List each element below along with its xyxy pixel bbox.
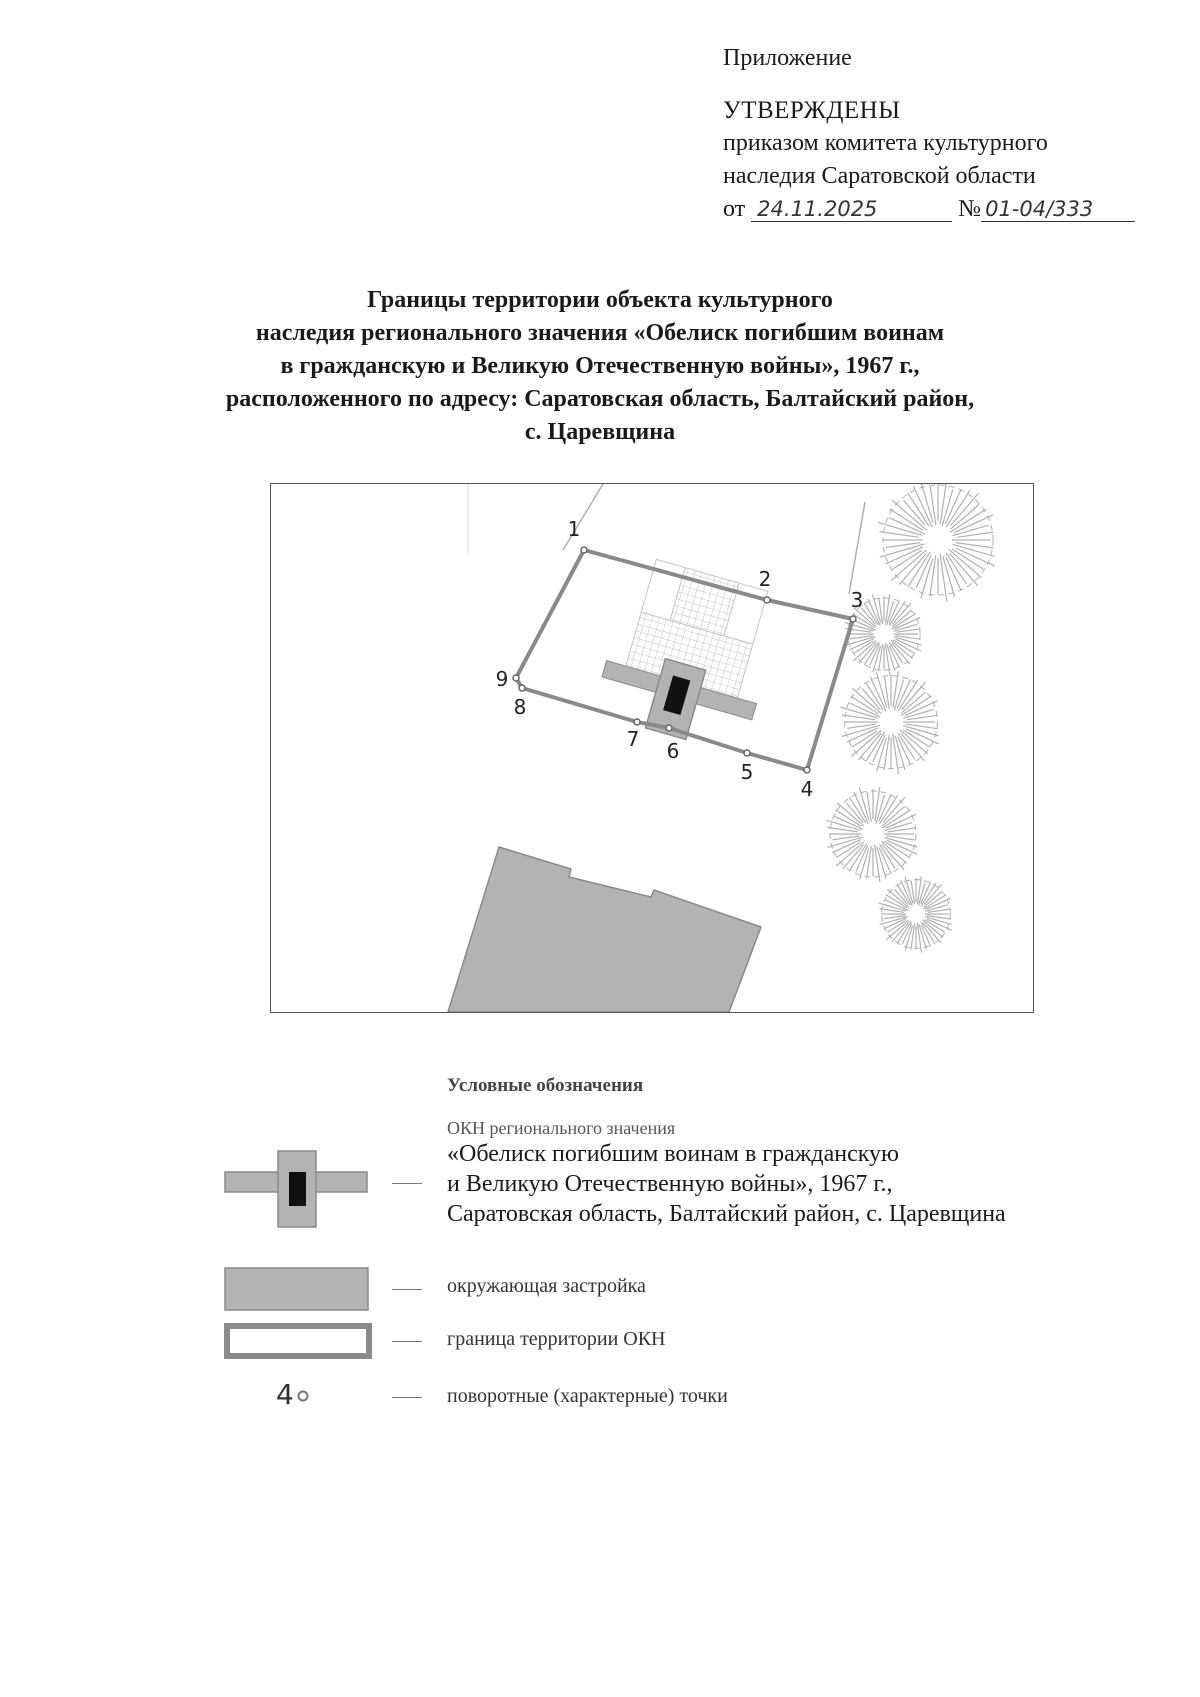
boundary-label: граница территории ОКН <box>447 1328 666 1350</box>
tree-crown-4 <box>826 787 917 882</box>
surrounding-swatch <box>224 1267 369 1311</box>
okn-line-1: «Обелиск погибшим воинам в гражданскую <box>447 1141 899 1167</box>
number-sign: № <box>958 196 982 222</box>
document-title <box>120 284 1080 449</box>
boundary-swatch <box>223 1322 373 1360</box>
turning-point-label-7: 7 <box>626 727 640 751</box>
okn-line-2: и Великую Отечественную войны», 1967 г., <box>447 1171 893 1197</box>
site-plan-map <box>270 483 1034 1013</box>
date-prefix: от <box>723 196 746 222</box>
approval-block <box>723 42 1163 226</box>
surrounding-label: окружающая застройка <box>447 1275 646 1297</box>
turning-point-9 <box>513 675 519 681</box>
turning-points-label: поворотные (характерные) точки <box>447 1385 728 1407</box>
approval-line-2: наследия Саратовской области <box>723 163 1036 189</box>
title-line-4: расположенного по адресу: Саратовская область, Балтайский район, <box>225 386 975 412</box>
title-line-1: Границы территории объекта культурного <box>367 287 833 313</box>
turning-point-2 <box>764 597 770 603</box>
turning-point-label-6: 6 <box>666 739 680 763</box>
turning-point-label-8: 8 <box>513 695 527 719</box>
turning-point-7 <box>634 719 640 725</box>
title-line-5: с. Царевщина <box>524 419 676 445</box>
approval-line-1: приказом комитета культурного <box>723 130 1048 156</box>
okn-small-label: ОКН регионального значения <box>447 1118 676 1138</box>
turning-point-label-1: 1 <box>567 517 581 541</box>
turning-point-5 <box>744 750 750 756</box>
turning-point-label-3: 3 <box>850 588 864 612</box>
tree-crown-1 <box>878 484 995 602</box>
tree-crown-3 <box>841 671 939 774</box>
point-example-label: 4 <box>276 1378 294 1411</box>
turning-point-label-2: 2 <box>758 567 772 591</box>
number-field <box>981 197 1135 222</box>
turning-point-label-4: 4 <box>800 777 814 801</box>
turning-point-6 <box>666 725 672 731</box>
number-value: 01-04/333 <box>985 197 1094 221</box>
okn-symbol <box>224 1150 369 1228</box>
turning-point-8 <box>519 685 525 691</box>
turning-point-3 <box>850 616 856 622</box>
okn-line-3: Саратовская область, Балтайский район, с. Царевщина <box>447 1201 1006 1227</box>
point-circle-icon <box>296 1389 310 1403</box>
turning-point-label-9: 9 <box>495 667 509 691</box>
road-line-east <box>849 502 865 594</box>
date-value: 24.11.2025 <box>757 197 878 221</box>
surrounding-building <box>448 847 761 1012</box>
turning-point-label-5: 5 <box>740 760 754 784</box>
title-line-2: наследия регионального значения «Обелиск погибшим воинам <box>255 320 945 346</box>
turning-point-1 <box>581 547 587 553</box>
approved-label: УТВЕРЖДЕНЫ <box>723 97 901 124</box>
tree-crown-5 <box>879 876 952 952</box>
trees-group <box>826 484 994 953</box>
site-plan-svg <box>271 484 1033 1012</box>
turning-point-4 <box>804 767 810 773</box>
appendix-label: Приложение <box>723 45 852 71</box>
approval-date-line <box>723 193 1163 226</box>
legend-heading: Условные обозначения <box>447 1075 644 1096</box>
date-field <box>751 197 952 222</box>
title-line-3: в гражданскую и Великую Отечественную войны», 1967 г., <box>280 353 920 379</box>
